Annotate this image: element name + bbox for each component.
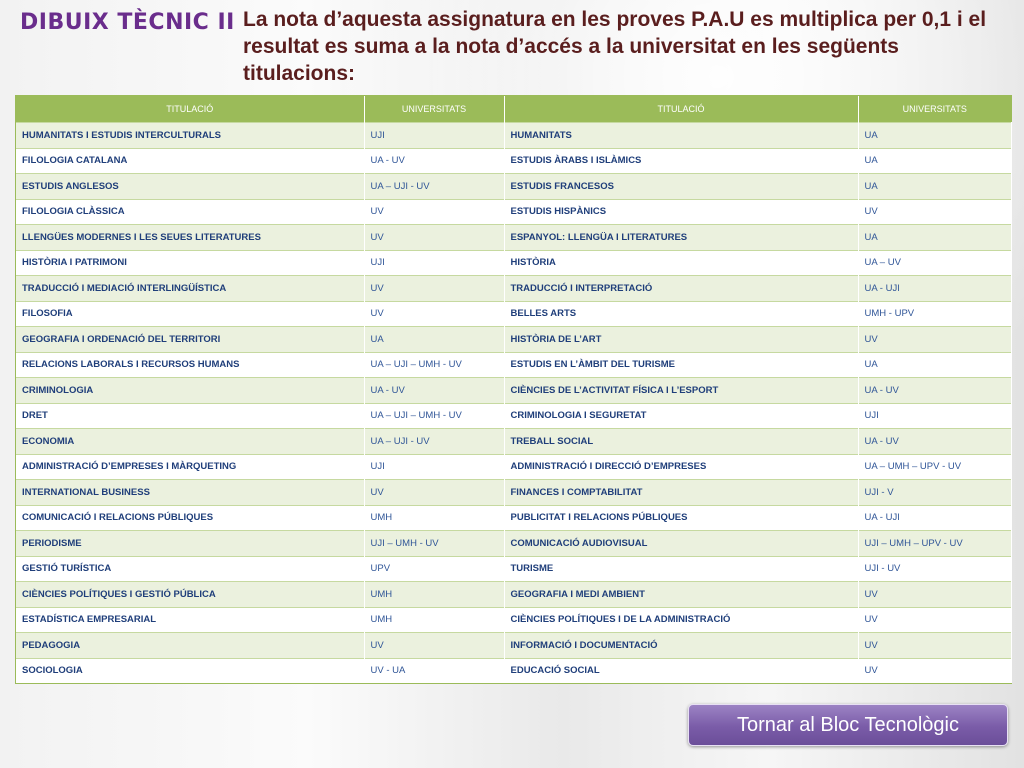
universitats-cell: UA (364, 327, 504, 353)
universitats-cell: UV (858, 658, 1011, 683)
table-row (16, 148, 1011, 174)
universitats-cell: UA (858, 225, 1011, 251)
column-header-universitats: UNIVERSITATS (364, 96, 504, 123)
titulacio-cell: ESTUDIS EN L’ÀMBIT DEL TURISME (504, 352, 858, 378)
table-row (16, 454, 1011, 480)
universitats-cell: UA – UJI - UV (364, 174, 504, 200)
column-header-titulacio: TITULACIÓ (504, 96, 858, 123)
titulacio-cell: CRIMINOLOGIA I SEGURETAT (504, 403, 858, 429)
universitats-cell: UA – UJI – UMH - UV (364, 403, 504, 429)
table-row (16, 658, 1011, 683)
universitats-cell: UA - UV (364, 148, 504, 174)
table-row (16, 531, 1011, 557)
universitats-cell: UA - UV (364, 378, 504, 404)
titulacio-cell: FINANCES I COMPTABILITAT (504, 480, 858, 506)
titulacio-cell: ESTADÍSTICA EMPRESARIAL (16, 607, 364, 633)
titulacio-cell: ESTUDIS HISPÀNICS (504, 199, 858, 225)
titulacions-table (16, 96, 1012, 683)
column-header-universitats: UNIVERSITATS (858, 96, 1011, 123)
titulacio-cell: TRADUCCIÓ I MEDIACIÓ INTERLINGÜÍSTICA (16, 276, 364, 302)
intro-paragraph: La nota d’aquesta assignatura en les proves P.A.U es multiplica per 0,1 i el resultat es suma a la nota d’accés a la universitat en les següents titulacions: (243, 8, 987, 85)
titulacio-cell: PUBLICITAT I RELACIONS PÚBLIQUES (504, 505, 858, 531)
titulacio-cell: BELLES ARTS (504, 301, 858, 327)
back-to-tech-block-button[interactable]: Tornar al Bloc Tecnològic (688, 704, 1008, 746)
table-row (16, 276, 1011, 302)
titulacio-cell: GESTIÓ TURÍSTICA (16, 556, 364, 582)
titulacio-cell: TURISME (504, 556, 858, 582)
universitats-cell: UA – UJI – UMH - UV (364, 352, 504, 378)
table-row (16, 225, 1011, 251)
universitats-cell: UMH (364, 505, 504, 531)
titulacio-cell: ADMINISTRACIÓ I DIRECCIÓ D’EMPRESES (504, 454, 858, 480)
titulacio-cell: FILOSOFIA (16, 301, 364, 327)
table-row (16, 378, 1011, 404)
titulacio-cell: TRADUCCIÓ I INTERPRETACIÓ (504, 276, 858, 302)
universitats-cell: UA - UV (858, 429, 1011, 455)
universitats-cell: UA (858, 174, 1011, 200)
titulacio-cell: COMUNICACIÓ I RELACIONS PÚBLIQUES (16, 505, 364, 531)
universitats-cell: UA – UMH – UPV - UV (858, 454, 1011, 480)
universitats-cell: UJI (858, 403, 1011, 429)
table-row (16, 582, 1011, 608)
universitats-cell: UA – UJI - UV (364, 429, 504, 455)
titulacio-cell: TREBALL SOCIAL (504, 429, 858, 455)
universitats-cell: UV (364, 225, 504, 251)
titulacio-cell: EDUCACIÓ SOCIAL (504, 658, 858, 683)
table-row (16, 301, 1011, 327)
titulacio-cell: FILOLOGIA CATALANA (16, 148, 364, 174)
universitats-cell: UV (364, 633, 504, 659)
titulacio-cell: DRET (16, 403, 364, 429)
table-row (16, 505, 1011, 531)
titulacio-cell: SOCIOLOGIA (16, 658, 364, 683)
universitats-cell: UV (858, 582, 1011, 608)
table-row (16, 429, 1011, 455)
titulacio-cell: CIÈNCIES DE L’ACTIVITAT FÍSICA I L’ESPORT (504, 378, 858, 404)
table-row (16, 199, 1011, 225)
titulacio-cell: RELACIONS LABORALS I RECURSOS HUMANS (16, 352, 364, 378)
titulacio-cell: INFORMACIÓ I DOCUMENTACIÓ (504, 633, 858, 659)
titulacio-cell: GEOGRAFIA I ORDENACIÓ DEL TERRITORI (16, 327, 364, 353)
titulacio-cell: HISTÒRIA DE L’ART (504, 327, 858, 353)
universitats-cell: UV (364, 301, 504, 327)
titulacio-cell: COMUNICACIÓ AUDIOVISUAL (504, 531, 858, 557)
universitats-cell: UA (858, 352, 1011, 378)
universitats-cell: UV (858, 633, 1011, 659)
titulacio-cell: ESPANYOL: LLENGÜA I LITERATURES (504, 225, 858, 251)
titulacio-cell: HUMANITATS I ESTUDIS INTERCULTURALS (16, 123, 364, 149)
universitats-cell: UV (858, 607, 1011, 633)
universitats-cell: UA - UJI (858, 276, 1011, 302)
universitats-cell: UV (858, 327, 1011, 353)
titulacio-cell: CIÈNCIES POLÍTIQUES I GESTIÓ PÚBLICA (16, 582, 364, 608)
universitats-cell: UPV (364, 556, 504, 582)
titulacio-cell: HISTÒRIA (504, 250, 858, 276)
universitats-cell: UA - UV (858, 378, 1011, 404)
titulacio-cell: LLENGÜES MODERNES I LES SEUES LITERATURES (16, 225, 364, 251)
universitats-cell: UV (364, 276, 504, 302)
universitats-cell: UJI (364, 250, 504, 276)
titulacio-cell: CRIMINOLOGIA (16, 378, 364, 404)
column-header-titulacio: TITULACIÓ (16, 96, 364, 123)
universitats-cell: UJI (364, 454, 504, 480)
titulacio-cell: ECONOMIA (16, 429, 364, 455)
titulacio-cell: PEDAGOGIA (16, 633, 364, 659)
universitats-cell: UMH (364, 607, 504, 633)
table-row (16, 403, 1011, 429)
titulacio-cell: GEOGRAFIA I MEDI AMBIENT (504, 582, 858, 608)
universitats-cell: UMH - UPV (858, 301, 1011, 327)
table-row (16, 556, 1011, 582)
universitats-cell: UJI (364, 123, 504, 149)
universitats-cell: UJI – UMH - UV (364, 531, 504, 557)
universitats-cell: UA - UJI (858, 505, 1011, 531)
titulacio-cell: INTERNATIONAL BUSINESS (16, 480, 364, 506)
titulacio-cell: PERIODISME (16, 531, 364, 557)
table-row (16, 174, 1011, 200)
table-row (16, 607, 1011, 633)
universitats-cell: UJI - V (858, 480, 1011, 506)
table-body (16, 123, 1011, 684)
universitats-cell: UA – UV (858, 250, 1011, 276)
table-row (16, 480, 1011, 506)
titulacio-cell: FILOLOGIA CLÀSSICA (16, 199, 364, 225)
titulacio-cell: HUMANITATS (504, 123, 858, 149)
universitats-cell: UV - UA (364, 658, 504, 683)
universitats-cell: UJI – UMH – UPV - UV (858, 531, 1011, 557)
universitats-cell: UA (858, 148, 1011, 174)
universitats-cell: UV (364, 199, 504, 225)
table-row (16, 327, 1011, 353)
table-row (16, 352, 1011, 378)
table-row (16, 250, 1011, 276)
titulacions-table-container (15, 95, 1012, 684)
titulacio-cell: HISTÒRIA I PATRIMONI (16, 250, 364, 276)
table-row (16, 123, 1011, 149)
universitats-cell: UV (858, 199, 1011, 225)
table-header-row (16, 96, 1011, 123)
titulacio-cell: ESTUDIS ANGLESOS (16, 174, 364, 200)
titulacio-cell: ESTUDIS ÀRABS I ISLÀMICS (504, 148, 858, 174)
universitats-cell: UMH (364, 582, 504, 608)
universitats-cell: UA (858, 123, 1011, 149)
titulacio-cell: ADMINISTRACIÓ D’EMPRESES I MÀRQUETING (16, 454, 364, 480)
table-row (16, 633, 1011, 659)
titulacio-cell: ESTUDIS FRANCESOS (504, 174, 858, 200)
titulacio-cell: CIÈNCIES POLÍTIQUES I DE LA ADMINISTRACIÓ (504, 607, 858, 633)
universitats-cell: UV (364, 480, 504, 506)
universitats-cell: UJI - UV (858, 556, 1011, 582)
slide-brand-title: DIBUIX TÈCNIC II (20, 10, 235, 35)
